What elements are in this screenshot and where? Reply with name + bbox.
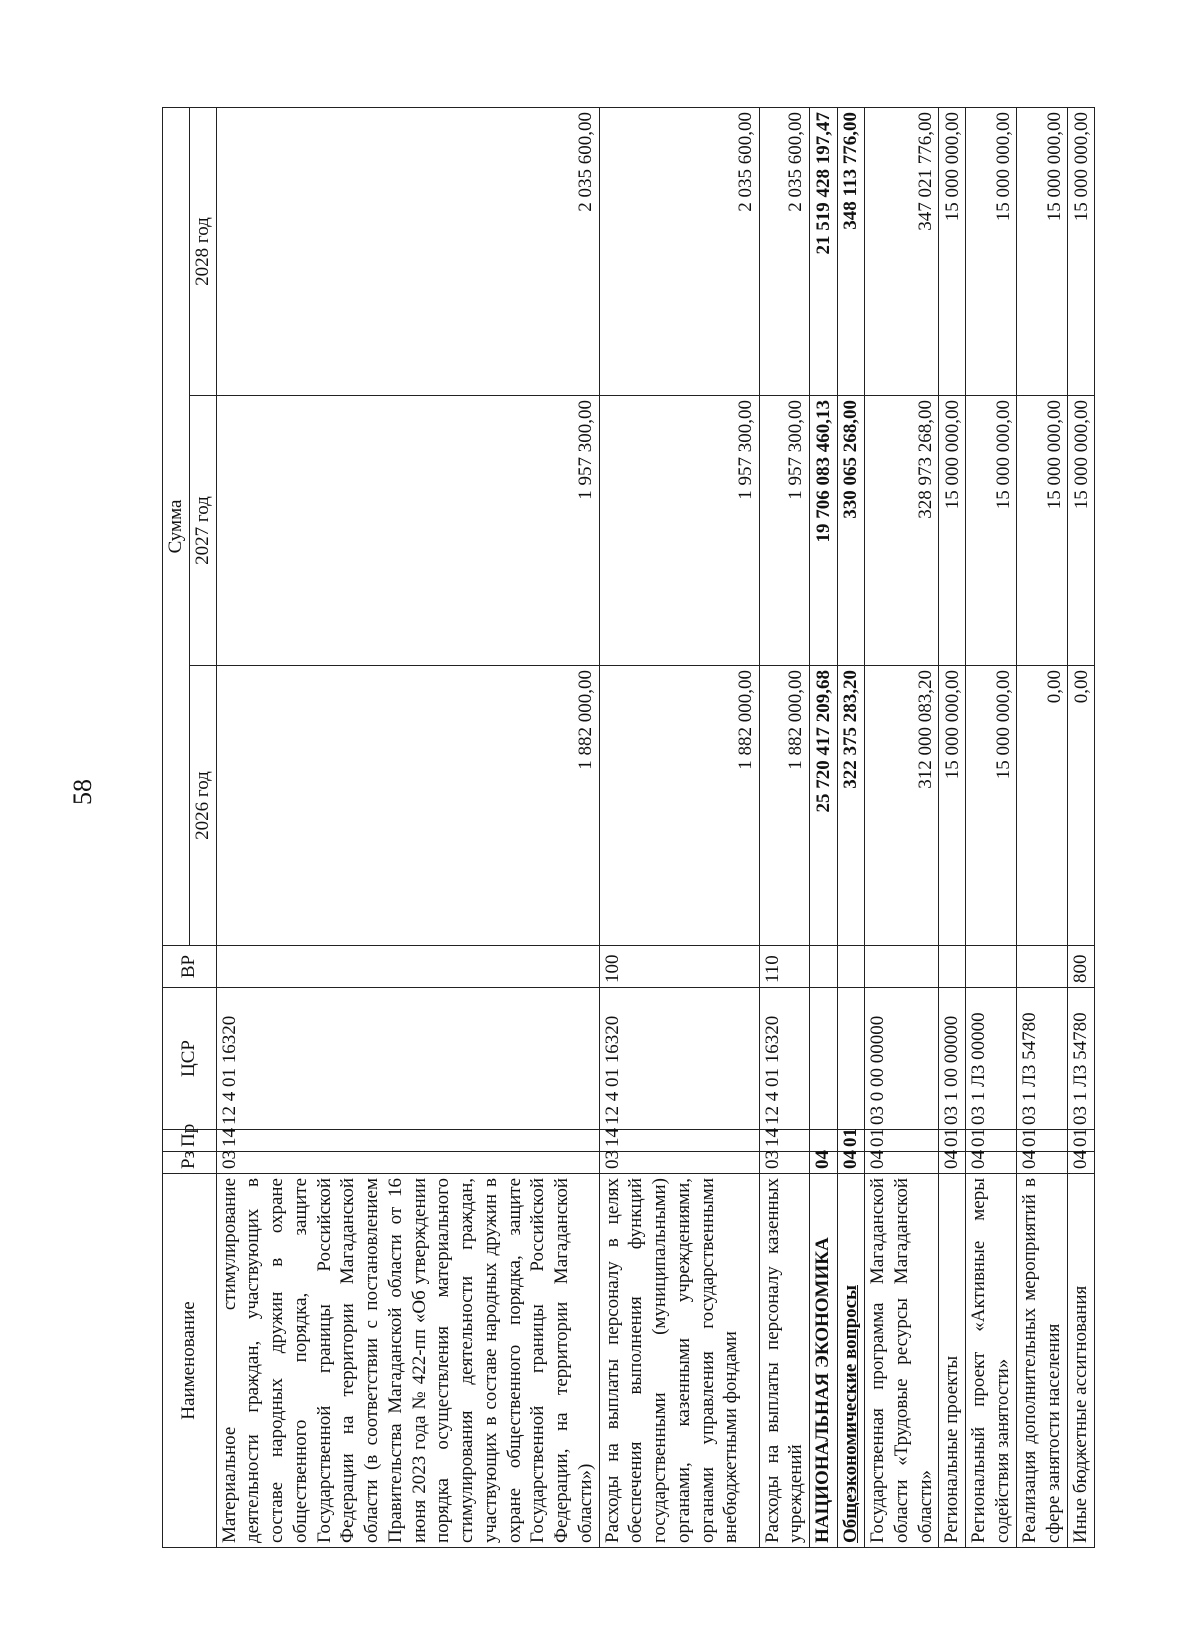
row-csr-cell: 03 0 00 00000 [865,988,939,1130]
table-row [865,108,939,1548]
row-sum-2028-cell: 347 021 776,00 [865,108,939,396]
row-pr-cell: 14 [599,1130,759,1152]
row-name-cell: Расходы на выплаты персоналу казенных учреждений [759,1174,810,1548]
row-sum-2027-cell: 328 973 268,00 [865,396,939,666]
row-sum-2027-cell: 15 000 000,00 [1017,396,1068,666]
row-name-cell: Государственная программа Магаданской области «Трудовые ресурсы Магаданской области» [865,1174,939,1548]
row-sum-2026-cell: 0,00 [1068,666,1095,946]
header-2027: 2027 год [189,396,216,666]
table-row [966,108,1017,1548]
row-pr-cell: 14 [216,1130,599,1152]
rotated-budget-table [162,108,1092,1548]
row-name-cell: НАЦИОНАЛЬНАЯ ЭКОНОМИКА [810,1174,838,1548]
row-sum-2028-cell: 15 000 000,00 [966,108,1017,396]
row-rz-cell: 04 [1068,1152,1095,1174]
row-vr-cell [1017,946,1068,988]
page-number: 58 [68,779,97,805]
row-sum-2027-cell: 15 000 000,00 [939,396,966,666]
row-csr-cell: 03 1 Л3 54780 [1068,988,1095,1130]
row-rz-cell: 04 [939,1152,966,1174]
header-rz: Рз [163,1152,217,1174]
row-rz-cell: 04 [1017,1152,1068,1174]
row-rz-cell: 04 [966,1152,1017,1174]
row-rz-cell: 04 [865,1152,939,1174]
row-name-cell: Материальное стимулирование деятельности граждан, участвующих в составе народных дружин в охране общественного порядка, защите Государственной границы Российской Федерации на территории Магаданской области (в соответствии с постановлением Правительства Магаданской области от 16 июня 2023 года № 422-пп «Об утверждении порядка осуществления материального стимулирования деятельности граждан, участвующих в составе народных дружин в охране общественного порядка, защите Государственной границы Российской Федерации, на территории Магаданской области») [216,1174,599,1548]
header-name: Наименование [163,1174,217,1548]
row-vr-cell: 800 [1068,946,1095,988]
row-sum-2026-cell: 1 882 000,00 [216,666,599,946]
row-csr-cell: 03 1 00 00000 [939,988,966,1130]
table-row [759,108,810,1548]
header-sum: Сумма [163,108,190,946]
row-vr-cell [966,946,1017,988]
row-sum-2027-cell: 19 706 083 460,13 [810,396,838,666]
row-name-cell: Общеэкономические вопросы [838,1174,865,1548]
row-sum-2026-cell: 1 882 000,00 [759,666,810,946]
row-name-cell: Региональный проект «Активные меры содействия занятости» [966,1174,1017,1548]
row-sum-2026-cell: 1 882 000,00 [599,666,759,946]
table-row [599,108,759,1548]
row-csr-cell [810,988,838,1130]
row-sum-2028-cell: 15 000 000,00 [1017,108,1068,396]
row-vr-cell: 100 [599,946,759,988]
row-sum-2026-cell: 15 000 000,00 [966,666,1017,946]
row-vr-cell: 110 [759,946,810,988]
row-sum-2028-cell: 2 035 600,00 [759,108,810,396]
row-rz-cell: 03 [216,1152,599,1174]
row-name-cell: Реализация дополнительных мероприятий в сфере занятости населения [1017,1174,1068,1548]
row-sum-2027-cell: 15 000 000,00 [966,396,1017,666]
row-vr-cell [810,946,838,988]
header-csr: ЦСР [163,988,217,1130]
row-sum-2028-cell: 2 035 600,00 [216,108,599,396]
row-sum-2027-cell: 1 957 300,00 [759,396,810,666]
row-sum-2026-cell: 15 000 000,00 [939,666,966,946]
row-rz-cell: 03 [599,1152,759,1174]
row-pr-cell: 01 [838,1130,865,1152]
row-vr-cell [838,946,865,988]
row-pr-cell: 01 [865,1130,939,1152]
row-name-cell: Расходы на выплаты персоналу в целях обеспечения выполнения функций государственными (муниципальными) органами, казенными учреждениями, органами управления государственными внебюджетными фондами [599,1174,759,1548]
row-vr-cell [216,946,599,988]
row-sum-2028-cell: 21 519 428 197,47 [810,108,838,396]
row-rz-cell: 04 [838,1152,865,1174]
row-sum-2027-cell: 1 957 300,00 [216,396,599,666]
row-csr-cell: 03 1 Л3 54780 [1017,988,1068,1130]
row-csr-cell [838,988,865,1130]
row-pr-cell: 01 [966,1130,1017,1152]
row-pr-cell: 01 [1068,1130,1095,1152]
row-sum-2028-cell: 348 113 776,00 [838,108,865,396]
row-pr-cell: 01 [1017,1130,1068,1152]
table-row [810,108,838,1548]
header-2028: 2028 год [189,108,216,396]
row-pr-cell [810,1130,838,1152]
row-sum-2026-cell: 322 375 283,20 [838,666,865,946]
table-row [1068,108,1095,1548]
row-name-cell: Региональные проекты [939,1174,966,1548]
header-2026: 2026 год [189,666,216,946]
row-sum-2026-cell: 25 720 417 209,68 [810,666,838,946]
row-vr-cell [865,946,939,988]
row-sum-2028-cell: 2 035 600,00 [599,108,759,396]
row-pr-cell: 01 [939,1130,966,1152]
budget-table [162,107,1095,1548]
row-vr-cell [939,946,966,988]
row-csr-cell: 12 4 01 16320 [216,988,599,1130]
table-row [838,108,865,1548]
row-csr-cell: 12 4 01 16320 [599,988,759,1130]
row-sum-2026-cell: 312 000 083,20 [865,666,939,946]
table-row [1017,108,1068,1548]
row-pr-cell: 14 [759,1130,810,1152]
header-vr: ВР [163,946,217,988]
row-sum-2027-cell: 1 957 300,00 [599,396,759,666]
row-csr-cell: 12 4 01 16320 [759,988,810,1130]
table-body [216,108,1095,1548]
row-csr-cell: 03 1 Л3 00000 [966,988,1017,1130]
row-sum-2027-cell: 330 065 268,00 [838,396,865,666]
row-sum-2028-cell: 15 000 000,00 [939,108,966,396]
row-rz-cell: 04 [810,1152,838,1174]
row-name-cell: Иные бюджетные ассигнования [1068,1174,1095,1548]
row-sum-2028-cell: 15 000 000,00 [1068,108,1095,396]
row-sum-2027-cell: 15 000 000,00 [1068,396,1095,666]
header-pr: Пр [163,1130,217,1152]
table-row [939,108,966,1548]
row-rz-cell: 03 [759,1152,810,1174]
table-row [216,108,599,1548]
row-sum-2026-cell: 0,00 [1017,666,1068,946]
